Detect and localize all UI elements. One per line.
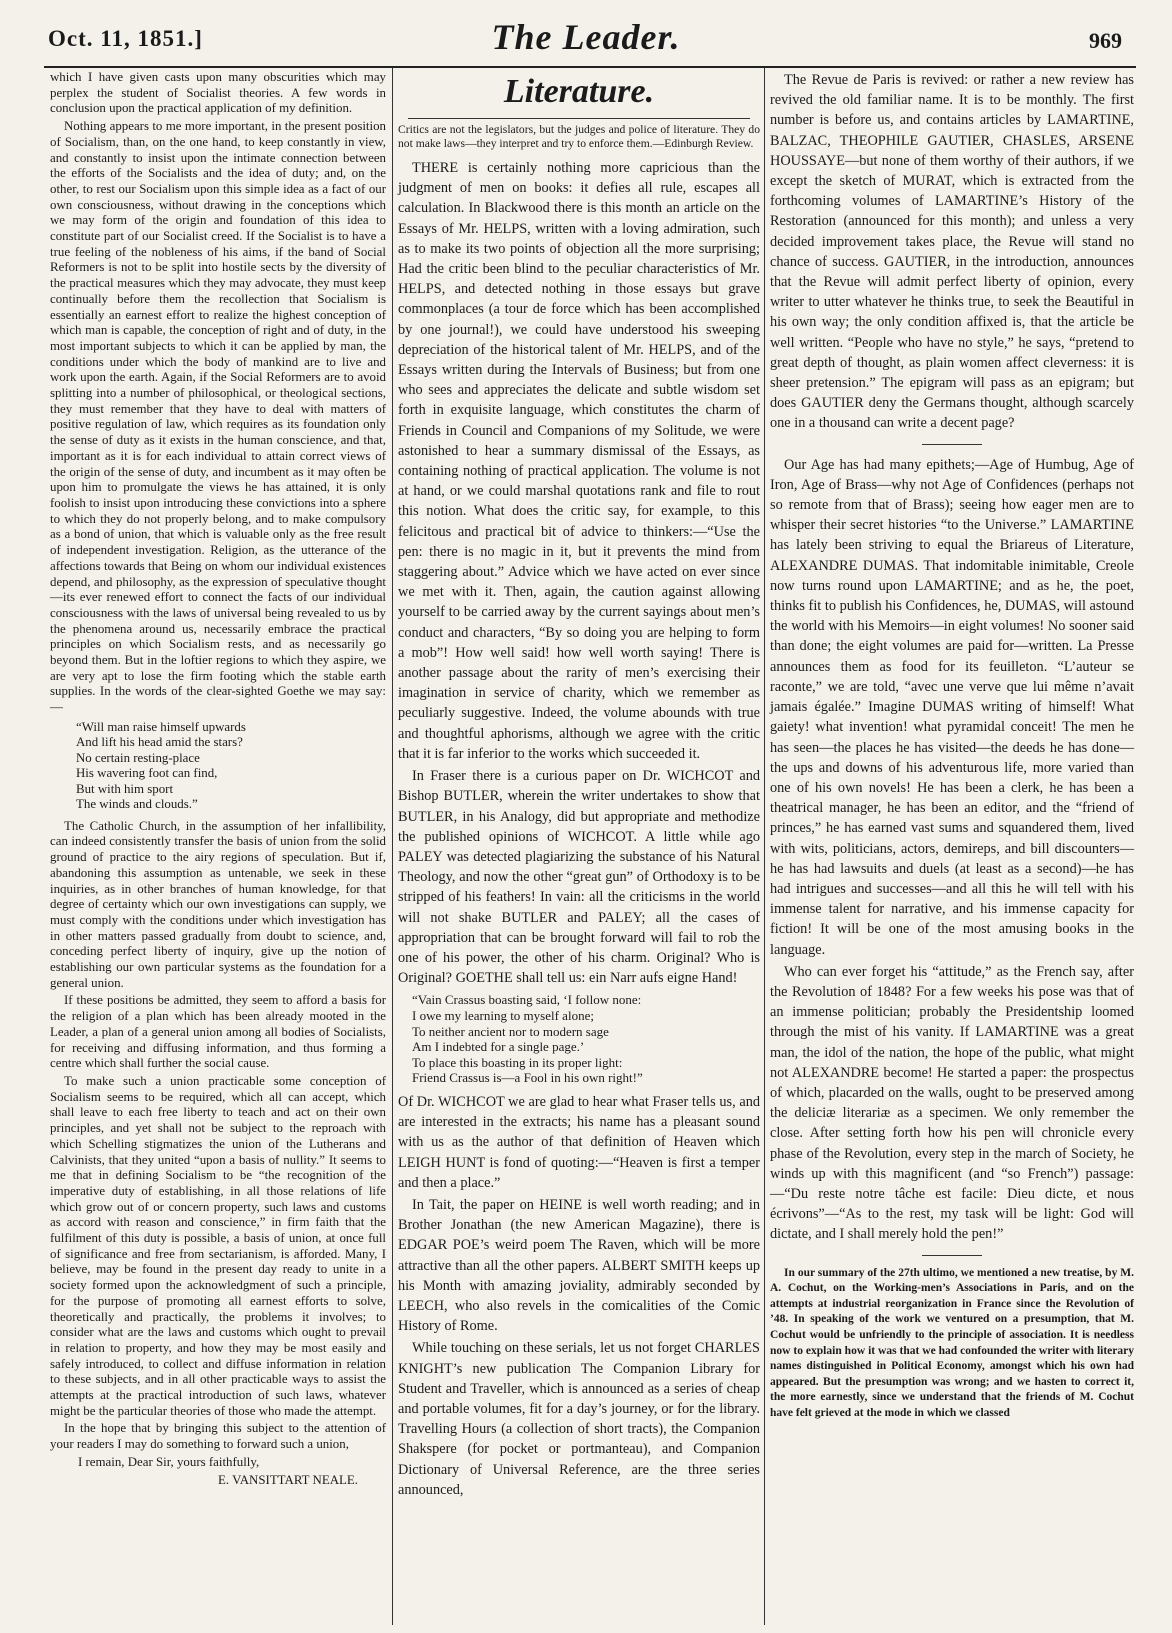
issue-date: Oct. 11, 1851.]	[48, 26, 203, 51]
goethe-quote	[76, 720, 386, 813]
paragraph: Nothing appears to me more important, in the present position of Socialism, than, on the one hand, to keep constantly in view, and constantly to insist upon the intimate connection between the efforts of the Socialists and the idea of duty; and, on the other, to rest our Socialism upon this simple idea as a fact of our own consciousness, without drawing in the conceptions which we may form of the origin and foundation of this idea to constitute part of our Socialist creed. If the Socialist is to have a true feeling of the nobleness of his aims, if the band of Social Reformers is not to be split into hostile sects by the diversity of the practical measures which they may advocate, they must keep continually before them the recollection that Socialism is essentially an earnest effort to realize the highest conception of which man is capable, the conception of right and of duty, in the most important subjects to which it can be applied by man, the conditions under which the body of mankind are to live and work upon the earth. Again, if the Social Reformers are to avoid splitting into a number of philosophical, or theological sections, they must remember that they have to deal with matters of positive regulation of law, which requires as its foundation only the sense of duty as it exists in the human conscience, and that, important as it is for each individual to attain correct views of the origin of the sense of duty, and incumbent as it may often be upon him to promulgate the views he has attained, it is only foolish to insist upon introducing these convictions into a sphere to which they do not properly belong, and to make compulsory as a bond of union, that which is valuable only as the free result of independent investigation. Religion, as the utterance of the affections towards that Being on whom our individual existences depend, and philosophy, as the expression of speculative thought—its ever renewed effort to connect the facts of our individual consciousness with the laws of universal being revealed to us by the phenomena around us, necessarily embrace the practical principles on which Socialism rests, and as necessarily go beyond them. But in the loftier regions to which they aspire, we are very apt to lose the firm footing which the stable earth supplies. In the words of the clear-sighted Goethe we may say:—	[50, 119, 386, 715]
verse-line: No certain resting-place	[76, 750, 200, 765]
crassus-quote	[412, 992, 760, 1086]
verse-line: And lift his head amid the stars?	[76, 735, 243, 750]
closing-line: I remain, Dear Sir, yours faithfully,	[78, 1454, 260, 1469]
epigraph: Critics are not the legislators, but the judges and police of literature. They do not make laws—they interpret and try to enforce them.—Edinburgh Review.	[398, 123, 760, 150]
column-literature	[398, 70, 760, 1502]
section-separator	[922, 1255, 982, 1256]
paragraph: In Tait, the paper on HEINE is well worth reading; and in Brother Jonathan (the new American Magazine), there is EDGAR POE’s weird poem The Raven, which will be more attractive than all the other papers. ALBERT SMITH keeps up his Month with amazing joviality, admirably seconded by LEECH, who also revels in the comicalities of the Comic History of Rome.	[398, 1196, 760, 1335]
verse-line: The winds and clouds.”	[76, 797, 198, 812]
paragraph: Our Age has had many epithets;—Age of Humbug, Age of Iron, Age of Brass—why not Age of Confidences (perhaps not so remote from that of Brass); seeing how eager men are to whisper their secret histories “to the Universe.” LAMARTINE has lately been striving to equal the Briareus of Literature, ALEXANDRE DUMAS. That indomitable inimitable, Creole now turns round upon LAMARTINE; and as he, the poet, thinks fit to publish his Confidences, he, DUMAS, will astound the world with his Memoirs—in eight volumes! No sooner said than done; the eight volumes are paid for—written. La Presse announces them as food for its feuilleton. “L’auteur se raconte,” we are told, “avec une verve que lui même n’avait jamais égalée.” Imagine DUMAS writing of himself! What gaiety! what invention! what pyramidal conceit! The men he has seen—the places he has visited—the deeds he has done—the ups and downs of his adventurous life, more varied than one of his own novels! He has been a clerk, he has been a theatrical manager, he has been an editor, and the “friend of princes,” he has earned vast sums and squandered them, lived with wits, politicians, actors, demireps, and bill discounters—he has had lawsuits and duels (at least as a second)—he has had intrigues and successes—and all this he will tell with his immense talent for narrative, and his immense capacity for fiction! It will be one of the most amusing books in the language.	[770, 456, 1134, 958]
paragraph: The Catholic Church, in the assumption of her infallibility, can indeed consistently transfer the basis of union from the solid ground of practice to the airy regions of speculation. But if, abandoning this assumption as untenable, we seek in these inquiries, as in other branches of human knowledge, for that degree of certainty which our own investigations can supply, we must comply with the conditions under which investigation has in other matters passed gradually from doubt to science, and, conceding perfect liberty of inquiry, give up the notion of establishing our own particular systems as the foundation for a general union.	[50, 818, 386, 990]
column-reviews	[770, 70, 1134, 1424]
correction-note: In our summary of the 27th ultimo, we mentioned a new treatise, by M. A. Cochut, on the Working-men’s Associations in Paris, and on the attempts at industrial reorganization in France since the Revolution of ’48. In speaking of the work we ventured on a presumption, that M. Cochut would be unfriendly to the principle of association. It is needless now to explain how it was that we had confounded the writer with literary names distinguished in Political Economy, amongst which his own had appeared. But the presumption was wrong; and we hasten to correct it, the more earnestly, since we understand that the friends of M. Cochut have felt grieved at the mode in which we classed	[770, 1266, 1134, 1419]
paragraph: If these positions be admitted, they seem to afford a basis for the religion of a plan which has been already mooted in the Leader, a plan of a general union among all bodies of Socialists, for receiving and diffusing information, and thus forming a centre which shall further the social cause.	[50, 993, 386, 1071]
title-rule	[408, 118, 750, 119]
verse-line: To place this boasting in its proper light:	[412, 1054, 623, 1070]
verse-line: Am I indebted for a single page.’	[412, 1039, 585, 1055]
section-title: Literature.	[503, 73, 655, 110]
column-divider-1	[392, 68, 393, 1625]
column-divider-2	[764, 68, 765, 1625]
paragraph: In the hope that by bringing this subject to the attention of your readers I may do something to forward such a union,	[50, 1421, 386, 1452]
verse-line: I owe my learning to myself alone;	[412, 1007, 594, 1023]
header-rule	[44, 66, 1136, 68]
signature: E. VANSITTART NEALE.	[218, 1472, 358, 1487]
verse-line: “Will man raise himself upwards	[76, 719, 246, 734]
paragraph: To make such a union practicable some conception of Socialism seems to be required, which all can accept, which shall leave to each free liberty to teach and act on their own principles, and yet shall not be subject to the reproach with which Schelling stigmatizes the union of the Lutherans and Calvinists, that they united “upon a basis of nullity.” It seems to me that in defining Socialism to be “the recognition of the imperative duty of establishing, in all those relations of life which grow out of or concern property, such laws and customs as accord with reason and conscience,” in firm faith that the fulfilment of this duty is possible, a basis of union, at once full of significance and free from sectarianism, is afforded. Many, I believe, may be found in the present day ready to unite in a society formed upon the acknowledgment of such a principle, for the purpose of promoting all earnest efforts to solve, theoretically and practically, the problems it involves; to consider what are the laws and customs which ought to prevail in relation to property, and how they may be most easily and safely introduced, to collect and diffuse information in relation to these subjects, and in all other practicable ways to assist the attempts at the practical introduction of such laws, whatever might be the particular theories of those who made the attempt.	[50, 1073, 386, 1418]
paragraph: In Fraser there is a curious paper on Dr. WICHCOT and Bishop BUTLER, wherein the writer undertakes to show that BUTLER, in his Analogy, did but appropriate and methodize the published opinions of WICHCOT. A little while ago PALEY was detected plagiarizing the substance of his Natural Theology, and now the other “great gun” of Orthodoxy is to be stripped of his feathers! In vain: all the criticisms in the world will not shake BUTLER and PALEY; all the cases of appropriation that can be brought forward will fail to rob the one of his power, the other of his charm. Original? Who is Original? GOETHE shall tell us: ein Narr aufs eigne Hand!	[398, 768, 760, 987]
verse-line: But with him sport	[76, 781, 174, 796]
verse-line: “Vain Crassus boasting said, ‘I follow none:	[412, 992, 642, 1008]
verse-line: Friend Crassus is—a Fool in his own right!”	[412, 1070, 643, 1086]
paragraph: While touching on these serials, let us not forget CHARLES KNIGHT’s new publication The Companion Library for Student and Traveller, which is announced as a series of cheap and portable volumes, fit for a day’s journey, or for the library. Travelling Hours (a collection of short tracts), the Companion Shakspere (for pocket or portmanteau), and Companion Dictionary of Universal Reference, are the three series announced,	[398, 1340, 760, 1498]
paragraph: The Revue de Paris is revived: or rather a new review has revived the old familiar name. It is to be monthly. The first number is before us, and contains articles by LAMARTINE, BALZAC, THEOPHILE GAUTIER, CHASLES, ARSENE HOUSSAYE—but none of them worthy of their authors, if we except the sketch of MURAT, which is extracted from the forthcoming volumes of LAMARTINE’s History of the Restoration (announced for this month); and unless a very decided improvement takes place, the Revue will stand no chance of success. GAUTIER, in the introduction, announces that the Revue will admit perfect liberty of opinion, every writer to utter whatever he thinks true, to seek the Beautiful in his own way; the only condition affixed is, that the article be well written. “People who have no style,” he says, “pretend to great depth of thought, as plain women affect cleverness: it is sheer pretension.” The epigram will pass as an epigram; but does GAUTIER deny the Germans thought, although scarcely one in a thousand can write a decent page?	[770, 72, 1134, 432]
page-header	[36, 14, 1136, 64]
paragraph: which I have given casts upon many obscurities which may perplex the student of Socialist theories. A few words in conclusion upon the practical application of my definition.	[50, 70, 386, 116]
page-number: 969	[1089, 28, 1122, 53]
masthead-title: The Leader.	[491, 17, 681, 57]
paragraph: Of Dr. WICHCOT we are glad to hear what Fraser tells us, and are interested in the extracts; his name has a pleasant sound with us as the author of that definition of Heaven which LEIGH HUNT is fond of quoting:—“Heaven is first a temper and then a place.”	[398, 1093, 760, 1191]
paragraph: THERE is certainly nothing more capricious than the judgment of men on books: it defies all rule, escapes all calculation. In Blackwood there is this month an article on the Essays of Mr. HELPS, written with a loving admiration, such as to make its two points of objection all the more surprising; Had the critic been blind to the peculiar characteristics of Mr. HELPS, and detected nothing in those essays but grave commonplaces (a tour de force which has been accomplished by one journal!), we could have understood his sweeping depreciation of the historical talent of Mr. HELPS, and of the Essays written during the Intervals of Business; but from one who sees and appreciates the delicate and subtle wisdom set forth in exquisite language, which constitutes the charm of Friends in Council and Companions of my Solitude, we were astonished to hear a summary dismissal of the Essays, as containing nothing of practical application. The volume is not at hand, or we could marshal quotations rank and file to rout this notion. What does the critic say, for example, to this felicitous and practical bit of advice to thinkers:—“Use the pen: there is no magic in it, but it prevents the mind from staggering about.” Advice which we have acted on ever since we met with it. Then, again, the caution against allowing yourself to be carried away by the current sayings about men’s conduct and characters, “By so doing you are helping to form a mob”! How well said! how well worth saying! There is another passage about the rarity of men’s exercising their imagination in service of charity, which we remember as peculiarly suggestive. Indeed, the volume abounds with true and thoughtful aphorisms, although we agree with the critic that it is far inferior to the works which succeeded it.	[398, 160, 760, 762]
column-letter	[50, 70, 386, 1490]
section-separator	[922, 444, 982, 445]
verse-line: His wavering foot can find,	[76, 766, 218, 781]
paragraph: Who can ever forget his “attitude,” as the French say, after the Revolution of 1848? For a few weeks his pose was that of an immense politician; probably the Presidentship loomed through the mist of his vanity. If LAMARTINE was a great man, the idol of the nation, the hope of the public, what might not ALEXANDRE become! He started a paper: the prospectus of which, placarded on the walls, ought to be preserved among the deliciæ literariæ as a specimen. We only remember the close. After setting forth how his pen will chronicle every phase of the Revolution, every step in the march of Society, he winds up with this magnificent (and “so French”) passage:—“Du reste notre tâche est facile: Dieu dicte, et nous écrivons”—“As to the rest, my task will be light: God will dictate, and I shall merely hold the pen!”	[770, 963, 1134, 1243]
verse-line: To neither ancient nor to modern sage	[412, 1023, 609, 1039]
